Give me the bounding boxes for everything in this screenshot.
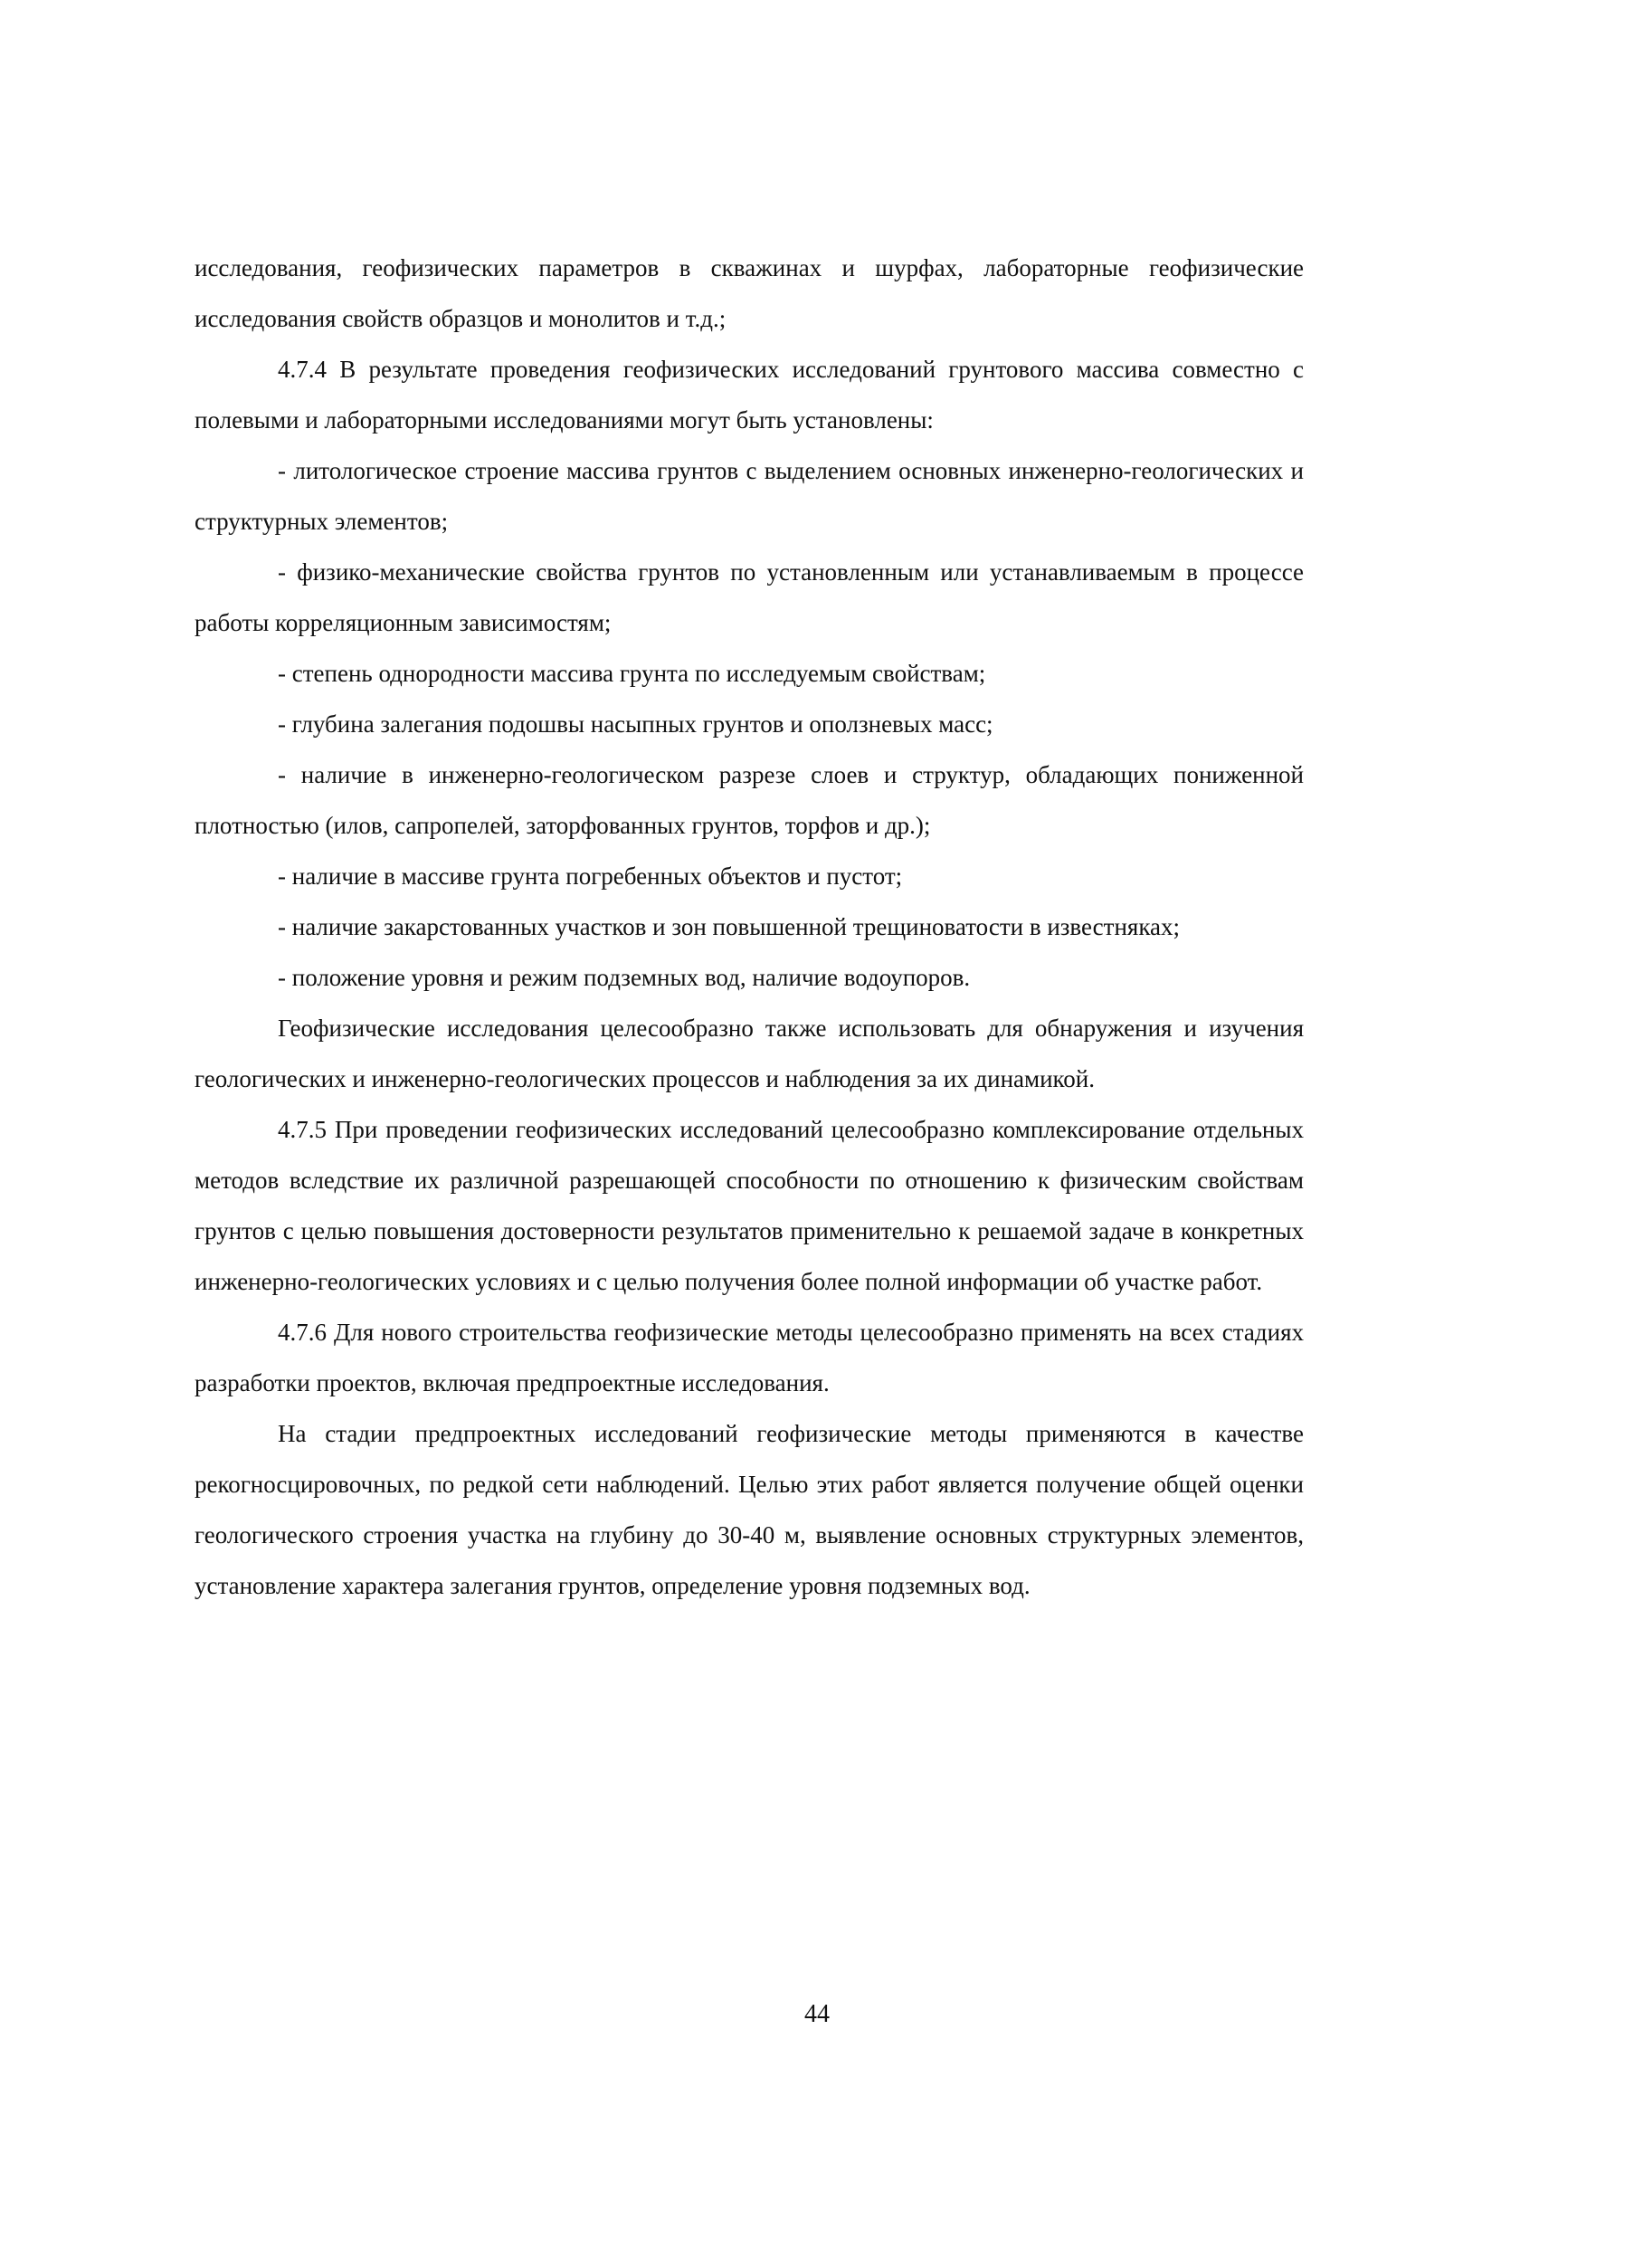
page-number: 44	[804, 2000, 830, 2028]
paragraph-geophysical-processes: Геофизические исследования целесообразно также использовать для обнаружения и изучения геологических и инженерно-геологических процессов и наблюдения за их динамикой.	[195, 1015, 1304, 1092]
body-text	[195, 243, 1304, 1611]
paragraph-4-7-6: 4.7.6 Для нового строительства геофизические методы целесообразно применять на всех стадиях разработки проектов, включая предпроектные исследования.	[195, 1319, 1304, 1396]
paragraph-4-7-5: 4.7.5 При проведении геофизических исследований целесообразно комплексирование отдельных методов вследствие их различной разрешающей способности по отношению к физическим свойствам грунтов с целью повышения достоверности результатов применительно к решаемой задаче в конкретных инженерно-геологических условиях и с целью получения более полной информации об участке работ.	[195, 1116, 1304, 1295]
list-item-fill-depth: - глубина залегания подошвы насыпных грунтов и оползневых масс;	[278, 710, 993, 738]
paragraph-continuation: исследования, геофизических параметров в скважинах и шурфах, лабораторные геофизические исследования свойств образцов и монолитов и т.д.;	[195, 254, 1304, 332]
list-item-physical-properties: - физико-механические свойства грунтов по установленным или устанавливаемым в процессе работы корреляционным зависимостям;	[195, 558, 1304, 636]
list-item-buried-objects: - наличие в массиве грунта погребенных объектов и пустот;	[278, 862, 903, 890]
list-item-homogeneity: - степень однородности массива грунта по исследуемым свойствам;	[278, 660, 986, 687]
list-item-karst: - наличие закарстованных участков и зон повышенной трещиноватости в известняках;	[278, 913, 1181, 940]
list-item-lithology: - литологическое строение массива грунтов с выделением основных инженерно-геологических и структурных элементов;	[195, 457, 1304, 535]
paragraph-preproject-stage: На стадии предпроектных исследований геофизические методы применяются в качестве рекогносцировочных, по редкой сети наблюдений. Целью этих работ является получение общей оценки геологического строения участка на глубину до 30-40 м, выявление основных структурных элементов, установление характера залегания грунтов, определение уровня подземных вод.	[195, 1420, 1304, 1599]
list-item-low-density-layers: - наличие в инженерно-геологическом разрезе слоев и структур, обладающих пониженной плотностью (илов, сапропелей, заторфованных грунтов, торфов и др.);	[195, 761, 1304, 839]
paragraph-4-7-4: 4.7.4 В результате проведения геофизических исследований грунтового массива совместно с полевыми и лабораторными исследованиями могут быть установлены:	[195, 356, 1304, 434]
list-item-groundwater: - положение уровня и режим подземных вод, наличие водоупоров.	[278, 964, 971, 991]
